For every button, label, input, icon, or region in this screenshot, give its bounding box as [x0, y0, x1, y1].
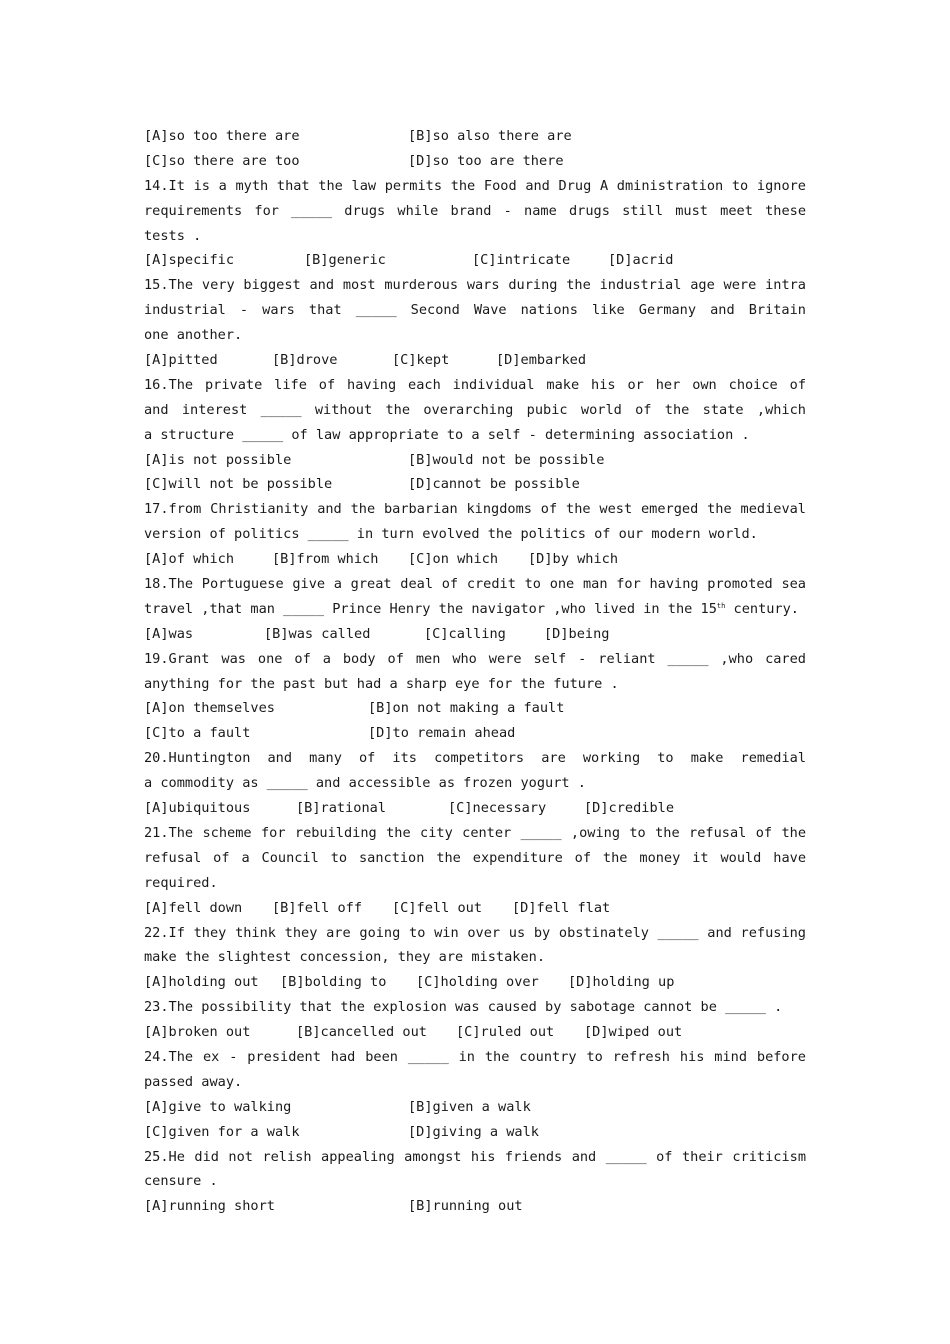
q25-stem-line1: 25.He did not relish appealing amongst his friends and _____ of their criticism [144, 1148, 806, 1165]
q22-option-b: [B]bolding to [280, 974, 387, 991]
q18-option-d: [D]being [544, 625, 610, 642]
q21-stem-line2: refusal of a Council to sanction the expenditure of the money it would have [144, 849, 806, 866]
q24-option-c: [C]given for a walk [144, 1123, 300, 1140]
q22-stem-line2: make the slightest concession, they are mistaken. [144, 949, 546, 966]
q13-option-c: [C]so there are too [144, 152, 300, 169]
q16-option-a: [A]is not possible [144, 451, 292, 468]
q15-option-c: [C]kept [392, 352, 450, 369]
q13-options-row2 [144, 149, 806, 174]
q14-option-a: [A]specific [144, 252, 235, 269]
q17-option-a: [A]of which [144, 551, 235, 568]
q13-options-row1 [144, 124, 806, 149]
q18-stem-line2-text: travel ,that man _____ Prince Henry the navigator ,who lived in the 15 [144, 600, 717, 617]
q18-options [144, 622, 806, 647]
q17-option-b: [B]from which [272, 551, 379, 568]
q20-stem-line2: a commodity as _____ and accessible as frozen yogurt . [144, 775, 586, 792]
q17-options [144, 547, 806, 572]
q18-stem-line2-end: century. [725, 600, 799, 617]
q24-option-a: [A]give to walking [144, 1098, 292, 1115]
q16-options-row1 [144, 448, 806, 473]
q13-option-a: [A]so too there are [144, 128, 300, 144]
q25-option-a: [A]running short [144, 1198, 275, 1215]
q24-stem-line1: 24.The ex - president had been _____ in the country to refresh his mind before [144, 1048, 806, 1065]
q22-option-c: [C]holding over [416, 974, 539, 991]
q16-option-c: [C]will not be possible [144, 476, 333, 493]
q18-option-a: [A]was [144, 625, 194, 642]
q19-options-row1 [144, 696, 806, 721]
q14-option-b: [B]generic [304, 252, 386, 269]
q18-option-c: [C]calling [424, 625, 506, 642]
q18-stem-line1: 18.The Portuguese give a great deal of credit to one man for having promoted sea [144, 576, 806, 593]
q15-option-d: [D]embarked [496, 352, 587, 369]
q24-option-b: [B]given a walk [408, 1098, 531, 1115]
q21-stem-line3: required. [144, 874, 218, 891]
q15-stem-line1: 15.The very biggest and most murderous wars during the industrial age were intra [144, 277, 806, 294]
q20-option-c: [C]necessary [448, 800, 547, 817]
q25-options-row1 [144, 1194, 806, 1219]
q23-options [144, 1020, 806, 1045]
q21-option-b: [B]fell off [272, 899, 363, 916]
q14-stem-line3: tests . [144, 227, 202, 244]
q19-stem-line1: 19.Grant was one of a body of men who were self - reliant _____ ,who cared [144, 650, 806, 667]
q22-options [144, 970, 806, 995]
q13-option-d: [D]so too are there [408, 152, 564, 169]
q20-options [144, 796, 806, 821]
q17-stem-line2: version of politics _____ in turn evolved the politics of our modern world. [144, 526, 758, 543]
q19-stem-line2: anything for the past but had a sharp eye for the future . [144, 675, 619, 692]
q18-stem-line2 [144, 597, 806, 622]
q16-options-row2 [144, 472, 806, 497]
q20-option-d: [D]credible [584, 800, 675, 817]
q15-stem-line3: one another. [144, 327, 243, 344]
q15-options [144, 348, 806, 373]
q16-stem-line3: a structure _____ of law appropriate to a self - determining association . [144, 426, 750, 443]
q20-stem-line1: 20.Huntington and many of its competitors are working to make remedial [144, 750, 806, 767]
q16-option-b: [B]would not be possible [408, 451, 605, 468]
q16-option-d: [D]cannot be possible [408, 476, 580, 493]
q15-stem-line2: industrial - wars that _____ Second Wave nations like Germany and Britain [144, 302, 806, 319]
q23-stem-line1: 23.The possibility that the explosion was caused by sabotage cannot be _____ . [144, 999, 783, 1016]
q21-options [144, 896, 806, 921]
q19-options-row2 [144, 721, 806, 746]
q24-options-row2 [144, 1120, 806, 1145]
q18-option-b: [B]was called [264, 625, 371, 642]
q22-option-d: [D]holding up [568, 974, 675, 991]
q17-option-d: [D]by which [528, 551, 619, 568]
q21-option-a: [A]fell down [144, 899, 243, 916]
q19-option-c: [C]to a fault [144, 725, 251, 742]
q23-option-d: [D]wiped out [584, 1024, 683, 1041]
q14-option-d: [D]acrid [608, 252, 674, 269]
q23-option-c: [C]ruled out [456, 1024, 555, 1041]
q19-option-a: [A]on themselves [144, 700, 275, 717]
q17-option-c: [C]on which [408, 551, 499, 568]
q18-ordinal-suffix: th [716, 601, 726, 610]
q23-option-a: [A]broken out [144, 1024, 251, 1041]
q24-options-row1 [144, 1095, 806, 1120]
q25-stem-line2: censure . [144, 1173, 218, 1190]
q19-option-b: [B]on not making a fault [368, 700, 565, 717]
q24-stem-line2: passed away. [144, 1073, 243, 1090]
q17-stem-line1: 17.from Christianity and the barbarian kingdoms of the west emerged the medieval [144, 501, 806, 518]
q16-stem-line1: 16.The private life of having each individual make his or her own choice of [144, 376, 806, 393]
q14-options [144, 248, 806, 273]
q21-stem-line1: 21.The scheme for rebuilding the city center _____ ,owing to the refusal of the [144, 824, 806, 841]
q14-stem-line2: requirements for _____ drugs while brand - name drugs still must meet these [144, 202, 806, 219]
q22-stem-line1: 22.If they think they are going to win over us by obstinately _____ and refusing [144, 924, 806, 941]
q16-stem-line2: and interest _____ without the overarching pubic world of the state ,which [144, 401, 806, 418]
q20-option-a: [A]ubiquitous [144, 800, 251, 817]
q21-option-d: [D]fell flat [512, 899, 611, 916]
q13-option-b: [B]so also there are [408, 128, 572, 144]
q25-option-b: [B]running out [408, 1198, 523, 1215]
q14-option-c: [C]intricate [472, 252, 571, 269]
q19-option-d: [D]to remain ahead [368, 725, 516, 742]
q15-option-a: [A]pitted [144, 352, 218, 369]
q21-option-c: [C]fell out [392, 899, 483, 916]
q22-option-a: [A]holding out [144, 974, 259, 991]
document-page [144, 124, 806, 1219]
q24-option-d: [D]giving a walk [408, 1123, 539, 1140]
q14-stem-line1: 14.It is a myth that the law permits the Food and Drug A dministration to ignore [144, 177, 806, 194]
q20-option-b: [B]rational [296, 800, 387, 817]
q23-option-b: [B]cancelled out [296, 1024, 427, 1041]
q15-option-b: [B]drove [272, 352, 338, 369]
